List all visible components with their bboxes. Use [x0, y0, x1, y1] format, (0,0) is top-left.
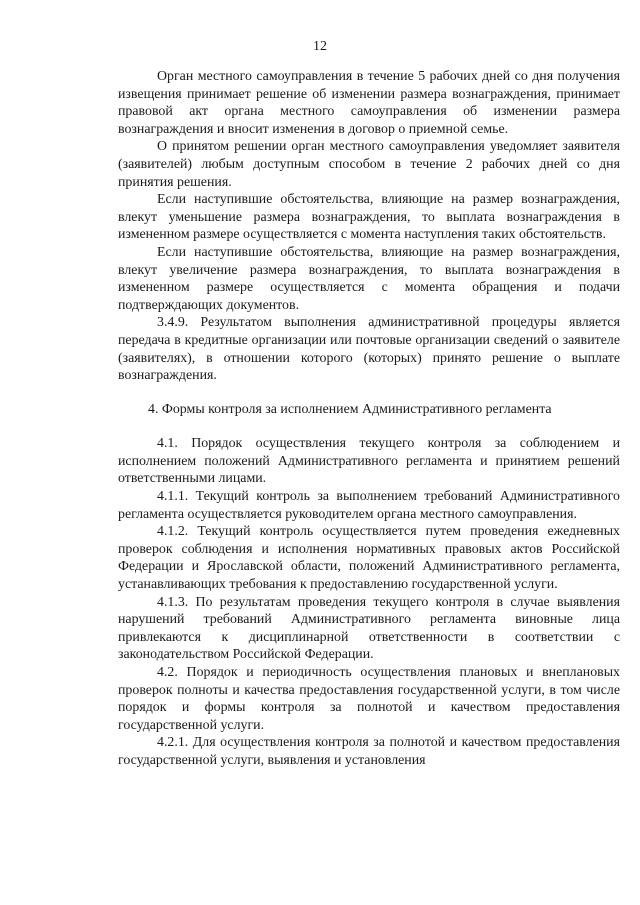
- paragraph: 3.4.9. Результатом выполнения административной процедуры является передача в кредитные организации или почтовые организации сведений о заявителе (заявителях), в отношении которого (которых) принято решение о выплате вознаграждения.: [118, 315, 620, 384]
- paragraph: О принятом решении орган местного самоуправления уведомляет заявителя (заявителей) любым доступным способом в течение 2 рабочих дней со дня принятия решения.: [118, 139, 620, 190]
- paragraph: 4.2. Порядок и периодичность осуществления плановых и внеплановых проверок полноты и качества предоставления государственной услуги, в том числе порядок и формы контроля за полнотой и качеством предоставления государственной услуги.: [118, 665, 620, 733]
- paragraph: 4.1. Порядок осуществления текущего контроля за соблюдением и исполнением положений Административного регламента и принятием решений ответственными лицами.: [118, 436, 620, 487]
- paragraph: Если наступившие обстоятельства, влияющие на размер вознаграждения, влекут увеличение размера вознаграждения, то выплата вознаграждения в измененном размере осуществляется с момента обращения и подачи подтверждающих документов.: [118, 244, 620, 313]
- paragraph: 4.1.1. Текущий контроль за выполнением требований Административного регламента осуществляется руководителем органа местного самоуправления.: [118, 489, 620, 522]
- document-body: [118, 68, 620, 770]
- paragraph: 4.1.2. Текущий контроль осуществляется путем проведения ежедневных проверок соблюдения и исполнения нормативных правовых актов Российской Федерации и Ярославской области, положений Административного регламента, устанавливающих требования к предоставлению государственной услуги.: [118, 524, 620, 593]
- paragraph: Орган местного самоуправления в течение 5 рабочих дней со дня получения извещения принимает решение об изменении размера вознаграждения, принимает правовой акт органа местного самоуправления об изменении размера вознаграждения и вносит изменения в договор о приемной семье.: [118, 69, 620, 137]
- section-heading: 4. Формы контроля за исполнением Административного регламента: [148, 401, 552, 417]
- paragraph: 4.1.3. По результатам проведения текущего контроля в случае выявления нарушений требований Административного регламента виновные лица привлекаются к дисциплинарной ответственности в соответствии с законодательством Российской Федерации.: [118, 594, 620, 663]
- paragraph: Если наступившие обстоятельства, влияющие на размер вознаграждения, влекут уменьшение размера вознаграждения, то выплата вознаграждения в измененном размере осуществляется с момента наступления таких обстоятельств.: [118, 192, 620, 243]
- paragraph: 4.2.1. Для осуществления контроля за полнотой и качеством предоставления государственной услуги, выявления и установления: [118, 735, 620, 768]
- page-number: 12: [313, 39, 327, 54]
